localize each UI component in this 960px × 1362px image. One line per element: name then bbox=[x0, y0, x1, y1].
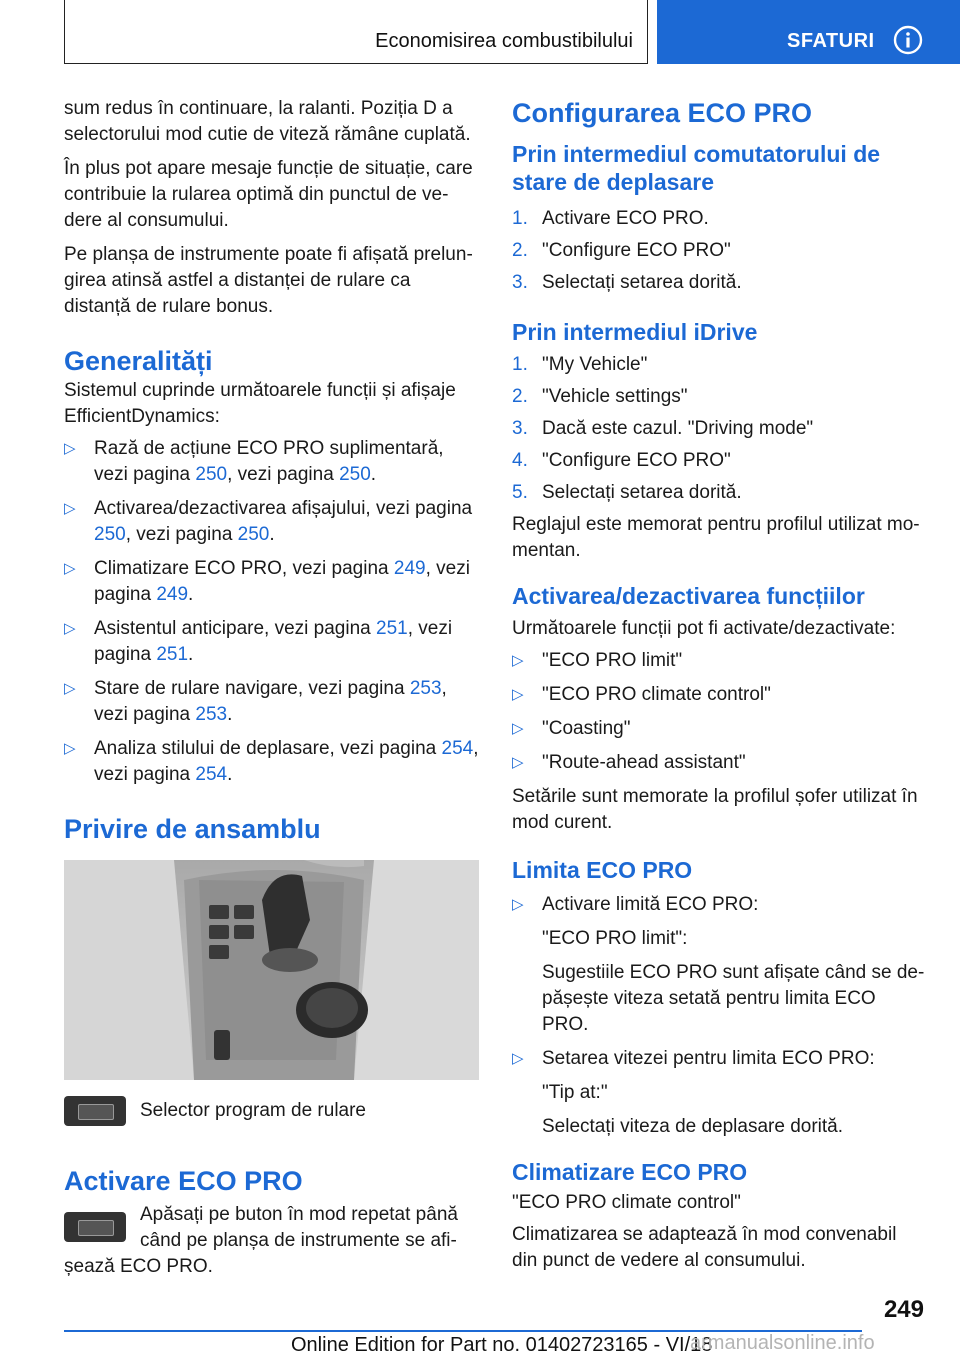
heading-generalitati: Generalități bbox=[64, 346, 213, 376]
triangle-bullet-icon: ▷ bbox=[64, 560, 76, 577]
list-item: 2. "Configure ECO PRO" bbox=[512, 240, 731, 261]
list-item: ▷ Analiza stilului de deplasare, vezi pagina 254, vezi pagina 254. bbox=[64, 738, 479, 785]
list-item: ▷ "Route-ahead assistant" bbox=[512, 750, 926, 776]
toggle-list bbox=[512, 648, 926, 776]
page-link[interactable]: 249 bbox=[156, 584, 189, 605]
limit-sub: Selectați viteza de deplasare dorită. bbox=[542, 1116, 844, 1137]
list-item: ▷ "ECO PRO climate control" bbox=[512, 682, 926, 708]
page-link[interactable]: 250 bbox=[237, 524, 270, 545]
page-link[interactable]: 250 bbox=[339, 464, 371, 485]
edition-text: Online Edition for Part no. 01402723165 - VI/18 bbox=[291, 1334, 713, 1356]
limit-sub: Sugestiile ECO PRO sunt afișate când se depășește viteza setată pentru limita ECO PRO. bbox=[542, 962, 925, 1035]
list-item: 4. "Configure ECO PRO" bbox=[512, 450, 731, 471]
heading-idrive: Prin intermediul iDrive bbox=[512, 319, 758, 345]
triangle-bullet-icon: ▷ bbox=[512, 1050, 524, 1067]
list-item: 1. Activare ECO PRO. bbox=[512, 208, 709, 229]
idrive-note: Reglajul este memorat pentru profilul utilizat momentan. bbox=[512, 514, 920, 561]
heading-comutator: Prin intermediul comutatorului de stare de deplasare bbox=[512, 141, 881, 195]
right-column bbox=[512, 96, 926, 1282]
page-link[interactable]: 251 bbox=[156, 644, 189, 665]
page-link[interactable]: 251 bbox=[376, 618, 408, 639]
list-item: 2. "Vehicle settings" bbox=[512, 386, 688, 407]
list-item: ▷ "ECO PRO limit" bbox=[512, 648, 926, 674]
triangle-bullet-icon: ▷ bbox=[512, 754, 524, 771]
tab-label: SFATURI bbox=[787, 30, 875, 52]
center-console-image bbox=[64, 860, 479, 1080]
limit-sub: "ECO PRO limit": bbox=[542, 928, 688, 949]
triangle-bullet-icon: ▷ bbox=[512, 686, 524, 703]
switch-steps bbox=[512, 206, 926, 296]
paragraph: În plus pot apare mesaje funcție de situație, care contribuie la rularea optimă din punctul de vedere al consumului. bbox=[64, 158, 473, 231]
list-item: ▷ Stare de rulare navigare, vezi pagina 253, vezi pagina 253. bbox=[64, 678, 447, 725]
triangle-bullet-icon: ▷ bbox=[64, 500, 76, 517]
page-link[interactable]: 254 bbox=[441, 738, 474, 759]
paragraph: sum redus în continuare, la ralanti. Poziția D a selectorului mod cutie de viteză rămâne cuplată. bbox=[64, 98, 471, 145]
driving-mode-button-icon bbox=[64, 1096, 126, 1126]
heading-activare-functii: Activarea/dezactivarea funcțiilor bbox=[512, 583, 865, 609]
list-item: ▷ Climatizare ECO PRO, vezi pagina 249, vezi pagina 249. bbox=[64, 558, 470, 605]
page-link[interactable]: 253 bbox=[409, 678, 442, 699]
list-item: 3. Selectați setarea dorită. bbox=[512, 272, 742, 293]
triangle-bullet-icon: ▷ bbox=[64, 680, 76, 697]
activate-text: Apăsați pe buton în mod repetat până când pe planșa de instrumente se afișează ECO PRO. bbox=[64, 1204, 458, 1277]
page-link[interactable]: 254 bbox=[195, 764, 228, 785]
heading-limita: Limita ECO PRO bbox=[512, 857, 693, 883]
climate-text: Climatizarea se adaptează în mod convenabil din punct de vedere al consumului. bbox=[512, 1224, 897, 1271]
triangle-bullet-icon: ▷ bbox=[64, 620, 76, 637]
heading-configurare: Configurarea ECO PRO bbox=[512, 98, 813, 128]
header-section bbox=[64, 0, 648, 64]
heading-privire: Privire de ansamblu bbox=[64, 814, 321, 844]
driving-mode-button-icon bbox=[64, 1212, 126, 1242]
limit-sub: "Tip at:" bbox=[542, 1082, 608, 1103]
page-link[interactable]: 253 bbox=[195, 704, 228, 725]
page-link[interactable]: 250 bbox=[195, 464, 228, 485]
limit-list bbox=[512, 1046, 926, 1072]
page-number: 249 bbox=[883, 1296, 924, 1323]
climate-setting: "ECO PRO climate control" bbox=[512, 1192, 741, 1213]
triangle-bullet-icon: ▷ bbox=[512, 896, 524, 913]
page-link[interactable]: 250 bbox=[94, 524, 126, 545]
list-item: 3. Dacă este cazul. "Driving mode" bbox=[512, 418, 814, 439]
general-intro: Sistemul cuprinde următoarele funcții și afișaje EfficientDynamics: bbox=[64, 380, 456, 427]
list-item: ▷ Rază de acțiune ECO PRO suplimentară, vezi pagina 250, vezi pagina 250. bbox=[64, 438, 444, 485]
toggle-intro: Următoarele funcții pot fi activate/dezactivate: bbox=[512, 618, 896, 639]
triangle-bullet-icon: ▷ bbox=[64, 440, 76, 457]
idrive-steps bbox=[512, 352, 926, 506]
triangle-bullet-icon: ▷ bbox=[512, 720, 524, 737]
list-item: ▷ Setarea vitezei pentru limita ECO PRO: bbox=[512, 1046, 926, 1072]
paragraph: Pe planșa de instrumente poate fi afișată prelungirea atinsă astfel a distanței de rulare ca distanță de rulare bonus. bbox=[64, 244, 473, 317]
list-item: ▷ Activare limită ECO PRO: bbox=[512, 892, 926, 918]
toggle-note: Setările sunt memorate la profilul șofer utilizat în mod curent. bbox=[512, 786, 918, 833]
image-caption bbox=[64, 1096, 479, 1126]
limit-list bbox=[512, 892, 926, 918]
list-item: ▷ Activarea/dezactivarea afișajului, vezi pagina 250, vezi pagina 250. bbox=[64, 498, 473, 545]
list-item: 5. Selectați setarea dorită. bbox=[512, 482, 742, 503]
list-item: ▷ "Coasting" bbox=[512, 716, 926, 742]
triangle-bullet-icon: ▷ bbox=[64, 740, 76, 757]
list-item: ▷ Asistentul anticipare, vezi pagina 251, vezi pagina 251. bbox=[64, 618, 453, 665]
heading-climatizare: Climatizare ECO PRO bbox=[512, 1159, 748, 1185]
page-link[interactable]: 249 bbox=[393, 558, 426, 579]
activate-block bbox=[64, 1202, 479, 1280]
header-tab[interactable] bbox=[657, 0, 960, 64]
left-column bbox=[64, 96, 479, 1288]
watermark: armanualsonline.info bbox=[690, 1332, 875, 1354]
info-icon bbox=[893, 25, 923, 55]
section-title: Economisirea combustibilului bbox=[375, 30, 633, 52]
triangle-bullet-icon: ▷ bbox=[512, 652, 524, 669]
general-list bbox=[64, 436, 479, 788]
caption-text: Selector program de rulare bbox=[140, 1100, 366, 1121]
heading-activare: Activare ECO PRO bbox=[64, 1166, 303, 1196]
list-item: 1. "My Vehicle" bbox=[512, 354, 648, 375]
